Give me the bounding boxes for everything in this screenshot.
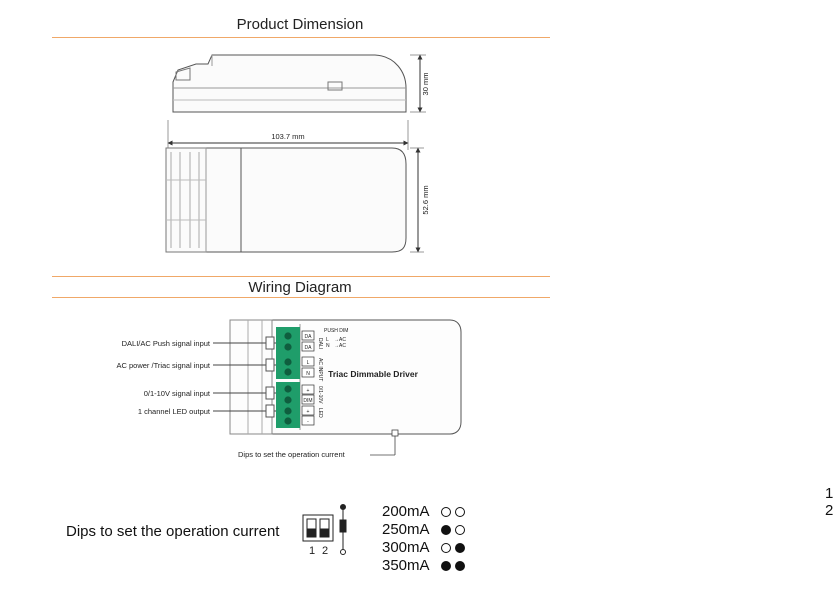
dip-row-label: 250mA [382,521,430,538]
terminal-label: N [306,371,310,377]
terminal-label: + [306,388,310,394]
block-label-dali: DALI [317,338,323,350]
output-label-led: 1 channel LED output [137,407,210,416]
dip2-on-indicator [455,543,465,553]
product-dimension-title: Product Dimension [236,16,364,33]
block-label-push-dim: PUSH DIM [324,328,349,334]
terminal-label: L [306,360,310,366]
block-label-0-10v: 0/1-10V [317,386,323,404]
side-view [173,55,426,112]
dip1-off-indicator [441,507,451,517]
dip2-off-indicator [455,507,465,517]
terminal-label: DA [304,334,312,340]
dip-switch-number-2: 2 [322,545,329,557]
device-name: Triac Dimmable Driver [328,369,418,379]
dip1-off-indicator [441,543,451,553]
input-label-dali: DALI/AC Push signal input [121,339,210,348]
terminal-label: - [307,419,309,425]
height-label: 30 mm [421,72,430,96]
dip1-on-indicator [441,525,451,535]
legend-l: L [326,337,329,343]
dip-table-header: 1 2 [825,485,836,519]
dip-row-label: 350mA [382,557,430,574]
dip-row-label: 200mA [382,503,430,520]
top-view [166,148,424,252]
legend-ac-1: →AC [334,337,346,343]
dip-row-350ma [382,557,430,574]
dip-callout-label: Dips to set the operation current [238,450,345,459]
dip1-on-indicator [441,561,451,571]
section-divider [52,297,550,298]
block-label-ac-input: AC INPUT [317,358,323,382]
input-label-dim: 0/1-10V signal input [143,389,210,398]
length-label: 103.7 mm [271,132,305,141]
dip-section-title: Dips to set the operation current [66,523,280,540]
input-label-ac: AC power /Triac signal input [116,361,210,370]
dip2-on-indicator [455,561,465,571]
dip-row-250ma [382,521,430,538]
terminal-label: DIM [303,398,313,404]
dip-row-300ma [382,539,430,556]
terminal-label: + [306,409,310,415]
terminal-blocks [276,327,300,428]
section-divider [52,276,550,277]
width-label: 52.6 mm [421,185,430,215]
wiring-diagram-title: Wiring Diagram [248,279,352,296]
legend-ac-2: →AC [334,343,346,349]
terminal-label: DA [304,345,312,351]
dip-row-label: 300mA [382,539,430,556]
dip-switch-number-1: 1 [309,545,316,557]
legend-n: N [326,343,330,349]
block-label-led: LED [317,408,323,418]
dip-row-200ma [382,503,430,520]
dip2-off-indicator [455,525,465,535]
